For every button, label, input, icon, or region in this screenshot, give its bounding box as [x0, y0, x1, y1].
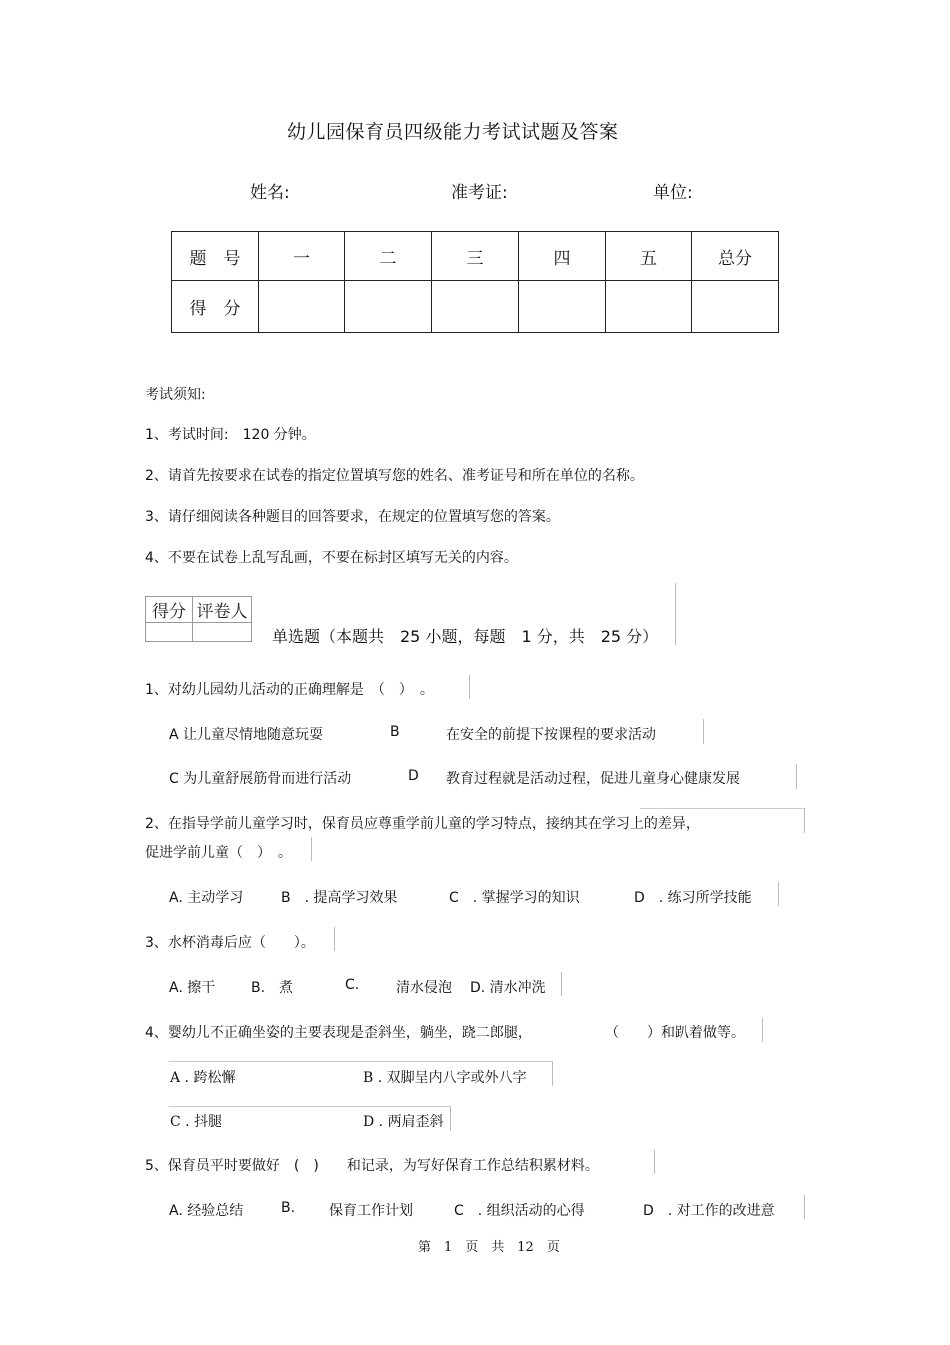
- unit-label: 单位:: [653, 183, 693, 203]
- section-heading: 单选题（本题共 25 小题，每题 1 分，共 25 分）: [272, 627, 659, 646]
- section-1-header: 一: [259, 232, 345, 281]
- option-b-letter: B: [390, 724, 400, 740]
- question-stem: 4、婴幼儿不正确坐姿的主要表现是歪斜坐，躺坐，跷二郎腿，: [145, 1025, 532, 1041]
- option-a[interactable]: A. 主动学习: [169, 890, 244, 906]
- option-b[interactable]: B . 提高学习效果: [281, 890, 398, 906]
- option-c[interactable]: C 为儿童舒展筋骨而进行活动: [169, 771, 352, 787]
- option-b[interactable]: B . 双脚呈内八字或外八字: [363, 1070, 527, 1086]
- option-c[interactable]: C . 抖腿: [170, 1114, 223, 1130]
- notice-heading: 考试须知:: [145, 387, 206, 403]
- question-stem-continued: 促进学前儿童（ ） 。: [145, 845, 292, 861]
- section-5-header: 五: [606, 232, 692, 281]
- section-2-header: 二: [345, 232, 432, 281]
- name-label: 姓名:: [250, 183, 290, 203]
- question-stem-end: （ ）和趴着做等。: [605, 1025, 745, 1041]
- score-table: [171, 231, 779, 333]
- option-b-letter: B.: [281, 1200, 296, 1216]
- stamp-score-cell[interactable]: [146, 623, 193, 642]
- section-3-header: 三: [432, 232, 519, 281]
- option-a[interactable]: A 让儿童尽情地随意玩耍: [169, 727, 324, 743]
- stamp-score-label: 得分: [146, 597, 193, 623]
- notice-item: 3、请仔细阅读各种题目的回答要求，在规定的位置填写您的答案。: [145, 509, 560, 525]
- score-table-header-row: [172, 232, 779, 281]
- option-b[interactable]: 在安全的前提下按课程的要求活动: [446, 727, 656, 743]
- option-d[interactable]: D. 清水冲洗: [470, 980, 546, 996]
- option-a[interactable]: A. 经验总结: [169, 1203, 244, 1219]
- notice-item: 1、考试时间: 120 分钟。: [145, 427, 316, 443]
- exam-id-label: 准考证:: [451, 183, 508, 203]
- score-table-score-row: [172, 281, 779, 333]
- total-score-header: 总分: [692, 232, 779, 281]
- option-b[interactable]: 保育工作计划: [329, 1203, 413, 1219]
- notice-item: 2、请首先按要求在试卷的指定位置填写您的姓名、准考证号和所在单位的名称。: [145, 468, 644, 484]
- stamp-grader-cell[interactable]: [193, 623, 252, 642]
- option-c-letter: C.: [345, 977, 360, 993]
- option-d[interactable]: D . 对工作的改进意: [643, 1203, 775, 1219]
- option-d[interactable]: D . 两肩歪斜: [363, 1114, 444, 1130]
- page-title: 幼儿园保育员四级能力考试试题及答案: [287, 121, 619, 143]
- section-4-header: 四: [519, 232, 606, 281]
- score-cell[interactable]: [519, 281, 606, 333]
- score-cell[interactable]: [606, 281, 692, 333]
- option-b[interactable]: B. 煮: [251, 980, 294, 996]
- question-stem: 5、保育员平时要做好 ( ) 和记录，为写好保育工作总结积累材料。: [145, 1158, 599, 1174]
- score-label: 得 分: [172, 281, 259, 333]
- notice-item: 4、不要在试卷上乱写乱画，不要在标封区填写无关的内容。: [145, 550, 518, 566]
- question-stem: 1、对幼儿园幼儿活动的正确理解是 （ ） 。: [145, 682, 434, 698]
- option-d[interactable]: D . 练习所学技能: [634, 890, 752, 906]
- option-a[interactable]: A . 跨松懈: [170, 1070, 236, 1086]
- question-number-label: 题 号: [172, 232, 259, 281]
- score-cell[interactable]: [432, 281, 519, 333]
- page-number: 第 1 页 共 12 页: [418, 1240, 560, 1255]
- option-c[interactable]: C . 掌握学习的知识: [449, 890, 580, 906]
- question-stem: 3、水杯消毒后应（ ）。: [145, 935, 315, 951]
- option-a[interactable]: A. 擦干: [169, 980, 216, 996]
- option-c[interactable]: 清水侵泡: [396, 980, 452, 996]
- option-d[interactable]: 教育过程就是活动过程，促进儿童身心健康发展: [446, 771, 740, 787]
- score-cell[interactable]: [345, 281, 432, 333]
- stamp-grader-label: 评卷人: [193, 597, 252, 623]
- grader-stamp: [145, 596, 252, 642]
- option-c[interactable]: C . 组织活动的心得: [454, 1203, 585, 1219]
- option-d-letter: D: [408, 768, 419, 784]
- score-cell[interactable]: [259, 281, 345, 333]
- question-stem: 2、在指导学前儿童学习时，保育员应尊重学前儿童的学习特点，接纳其在学习上的差异，: [145, 816, 700, 832]
- total-score-cell[interactable]: [692, 281, 779, 333]
